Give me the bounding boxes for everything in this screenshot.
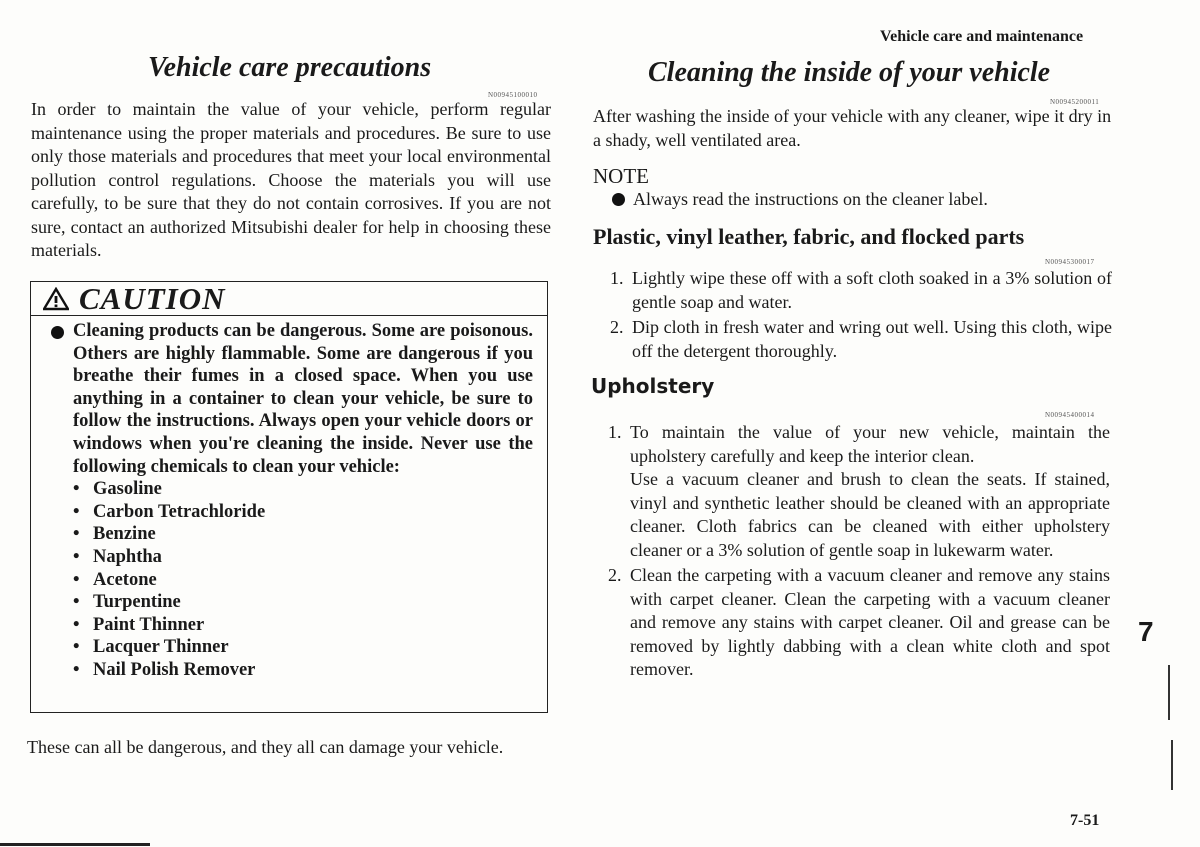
upholstery-list [608,421,1110,682]
chemical-item: • Benzine [73,523,533,546]
margin-rule [1171,740,1173,790]
left-intro-paragraph: In order to maintain the value of your vehicle, perform regular maintenance using the proper materials and procedures. Be sure to use only those materials and procedures that meet your local environmental pollution control regulations. Choose the materials you will use carefully, to be sure that they do not contain corrosives. If you are not sure, contact an authorized Mitsubishi dealer for help in choosing these materials. [31,99,551,260]
chemical-item: • Gasoline [73,478,533,501]
upholstery-heading: Upholstery [591,374,715,398]
plastic-code: N00945300017 [1045,258,1095,266]
caution-header [31,282,547,316]
left-section-code: N00945100010 [488,91,538,99]
chemical-item: • Naphtha [73,546,533,569]
list-item [610,267,1112,314]
item-text: Dip cloth in fresh water and wring out well. Using this cloth, wipe off the detergent thoroughly. [632,317,1112,361]
chemical-list [73,478,533,681]
item-text: To maintain the value of your new vehicle, maintain the upholstery carefully and keep the interior clean. [630,422,1110,466]
plastic-heading: Plastic, vinyl leather, fabric, and flocked parts [593,224,1025,249]
item-text: Lightly wipe these off with a soft cloth soaked in a 3% solution of gentle soap and water. [632,268,1112,312]
chemical-item: • Turpentine [73,591,533,614]
caution-body [31,316,547,682]
page-number: 7-51 [1070,812,1100,829]
chemical-item: • Lacquer Thinner [73,636,533,659]
left-footer-paragraph: These can all be dangerous, and they all can damage your vehicle. [27,737,504,757]
plastic-list [610,267,1112,363]
chemical-item: • Paint Thinner [73,614,533,637]
item-text: Clean the carpeting with a vacuum cleaner and remove any stains with carpet cleaner. Clean the carpeting with a vacuum cleaner and remove any stains with carpet cleaner. Oil and grease can be removed by lightly dabbing with a clean white cloth and spot remover. [630,565,1110,679]
upholstery-code: N00945400014 [1045,411,1095,419]
note-label: NOTE [593,164,649,188]
chapter-number: 7 [1138,616,1154,647]
item-number: 2. [610,317,624,337]
note-text: Always read the instructions on the cleaner label. [633,189,988,209]
chemical-item: • Acetone [73,569,533,592]
caution-box [30,281,548,713]
caution-title: CAUTION [79,280,226,316]
item-number: 1. [608,422,622,442]
right-section-code: N00945200011 [1050,98,1100,106]
bullet-dot-icon [612,193,625,206]
left-section-title: Vehicle care precautions [148,52,432,83]
margin-rule [1168,665,1170,720]
bottom-rule [0,843,150,846]
bullet-dot-icon [51,326,64,339]
running-header: Vehicle care and maintenance [880,28,1084,45]
right-section-title: Cleaning the inside of your vehicle [648,57,1051,88]
caution-text: Cleaning products can be dangerous. Some are poisonous. Others are highly flammable. Some are dangerous if you breathe their fumes in a closed space. When you use anything in a container to clean your vehicle, be sure to follow the instructions. Always open your vehicle doors or windows when you're cleaning the inside. Never use the following chemicals to clean your vehicle: [73,321,533,477]
list-item [608,564,1110,682]
list-item [608,421,1110,562]
right-intro-paragraph: After washing the inside of your vehicle with any cleaner, wipe it dry in a shady, well ventilated area. [593,106,1112,150]
note-row [612,189,988,210]
item-text: Use a vacuum cleaner and brush to clean the seats. If stained, vinyl and synthetic leather should be cleaned with an appropriate cleaner. Cloth fabrics can be cleaned with either upholstery cleaner or a 3% solution of gentle soap in lukewarm water. [630,469,1110,560]
item-number: 1. [610,268,624,288]
chemical-item: • Carbon Tetrachloride [73,501,533,524]
warning-triangle-icon [43,287,69,311]
item-number: 2. [608,565,622,585]
list-item [610,316,1112,363]
chemical-item: • Nail Polish Remover [73,659,533,682]
